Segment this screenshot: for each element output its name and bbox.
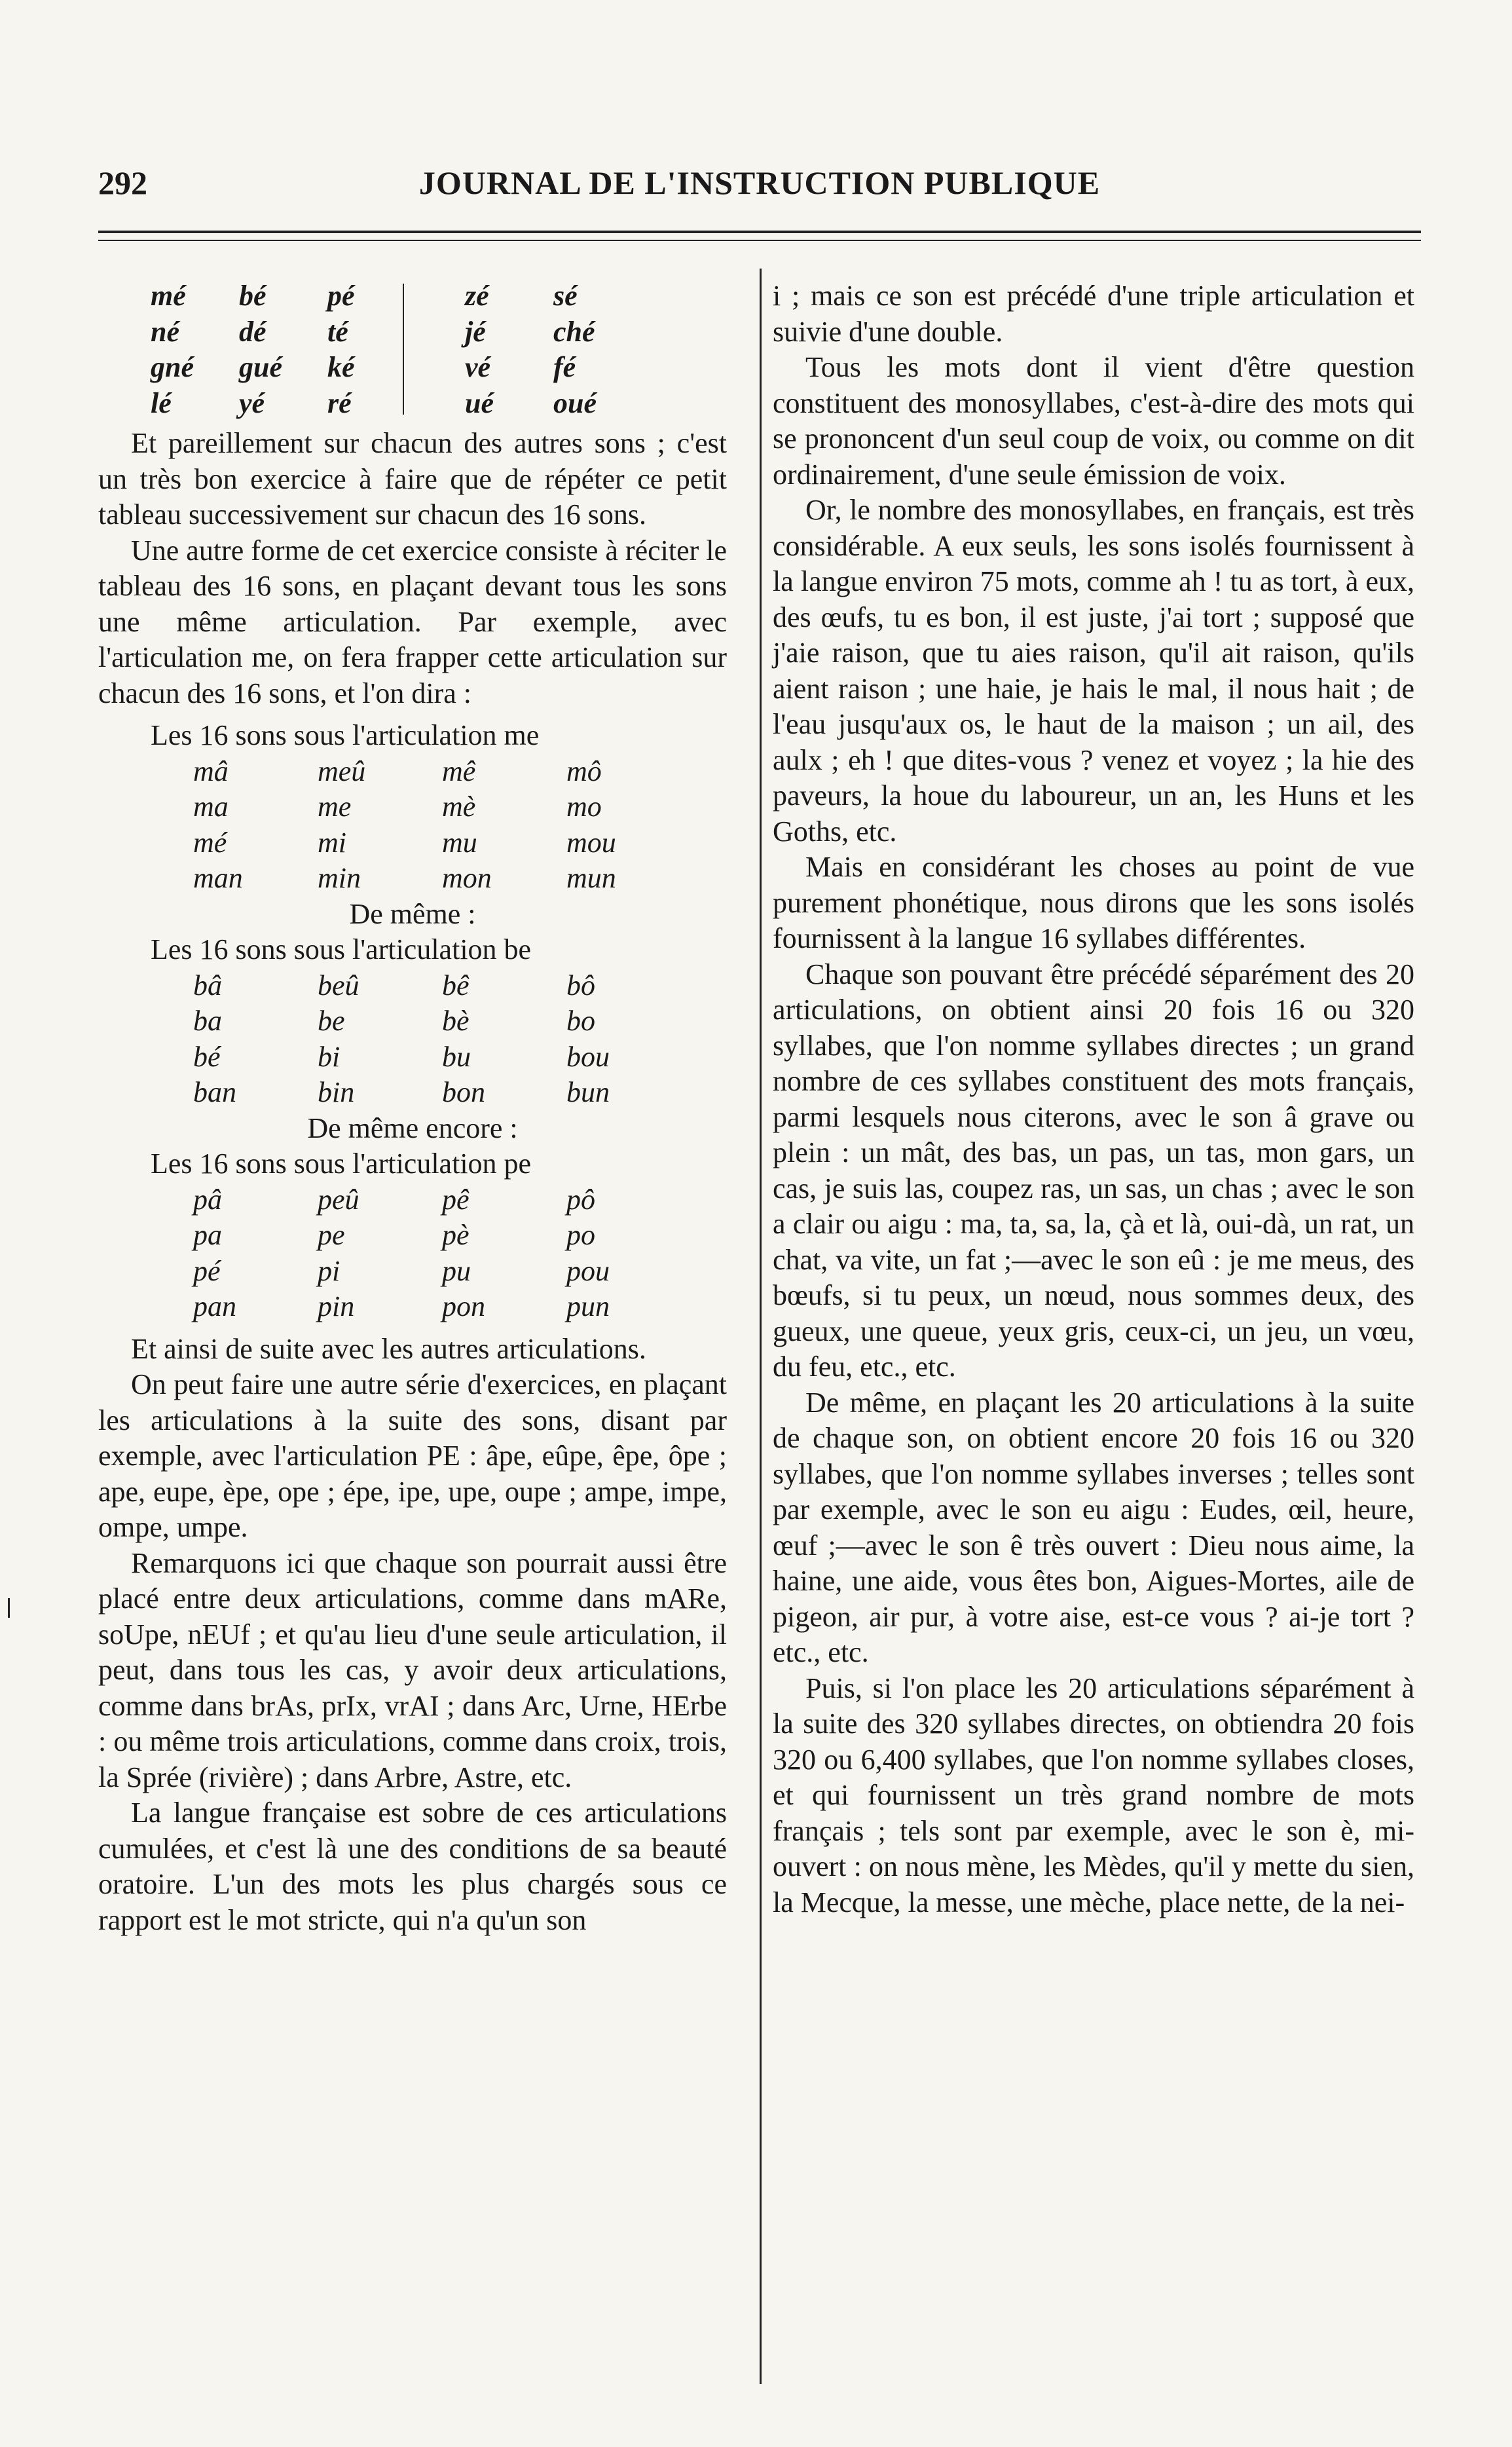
syllable: bè <box>442 1005 470 1037</box>
syllable: té <box>327 315 348 348</box>
syllable: pi <box>318 1254 341 1287</box>
syllable: pon <box>442 1290 485 1322</box>
paragraph: On peut faire une autre série d'exercices, en plaçant les articulations à la suite des sons, disant par exemple, avec l'articulation PE : âpe, eûpe, êpe, ôpe ; ape, eupe, èpe, ope ; épe, ipe, upe, oupe ; ampe, impe, ompe, umpe. <box>98 1368 727 1543</box>
paragraph: Une autre forme de cet exercice consiste à réciter le tableau des 16 sons, en plaçant devant tous les sons une même articulation. Par exemple, avec l'articulation me, on fera frapper cette articulation sur chacun des 16 sons, et l'on dira : <box>98 534 728 709</box>
table-divider <box>403 284 404 415</box>
syllable: pou <box>566 1254 610 1287</box>
table-row <box>98 1182 727 1218</box>
table-row <box>98 1254 727 1290</box>
syllable-table-top <box>98 278 727 426</box>
table-row <box>151 278 416 314</box>
syllable: mâ <box>193 755 229 787</box>
syllable: ban <box>193 1076 236 1108</box>
syllable: mun <box>566 862 616 894</box>
syllable: gué <box>239 351 282 383</box>
syllable: pun <box>566 1290 610 1322</box>
syllable: pan <box>193 1290 236 1322</box>
syllable: bé <box>193 1040 221 1073</box>
paragraph: Et ainsi de suite avec les autres articulations. <box>131 1332 646 1365</box>
syllable: bâ <box>193 969 222 1001</box>
syllable: bon <box>442 1076 485 1108</box>
right-column <box>773 278 1414 1920</box>
table-row <box>98 754 727 790</box>
syllable: peû <box>318 1183 360 1216</box>
syllable: bun <box>566 1076 610 1108</box>
syllable: ué <box>465 386 494 419</box>
syllable: né <box>151 315 179 348</box>
table-row <box>151 314 416 350</box>
syllable: oué <box>553 386 597 419</box>
table-row <box>465 386 642 422</box>
syllable: meû <box>318 755 366 787</box>
syllable: pé <box>193 1254 221 1287</box>
syllable: zé <box>465 280 489 312</box>
table-row <box>465 278 642 314</box>
journal-title: JOURNAL DE L'INSTRUCTION PUBLIQUE <box>418 164 1101 201</box>
syllable: vé <box>465 351 491 383</box>
table-caption: Les 16 sons sous l'articulation me <box>151 719 540 751</box>
syllable: gné <box>151 351 194 383</box>
table-row <box>151 350 416 386</box>
syllable: yé <box>239 386 265 419</box>
syllable: mi <box>318 826 346 859</box>
syllable: min <box>318 862 361 894</box>
syllable: ba <box>193 1005 222 1037</box>
margin-mark <box>8 1598 10 1618</box>
syllable: mé <box>151 280 186 312</box>
syllable: sé <box>553 280 578 312</box>
table-row <box>465 350 642 386</box>
syllable: man <box>193 862 243 894</box>
syllable: dé <box>239 315 267 348</box>
table-row <box>98 1075 727 1111</box>
syllable: lé <box>151 386 172 419</box>
syllable: me <box>318 791 352 823</box>
table-row <box>98 968 727 1004</box>
table-caption: De même encore : <box>307 1111 518 1144</box>
table-row <box>98 825 727 861</box>
syllable: mou <box>566 826 616 859</box>
syllable: jé <box>465 315 486 348</box>
table-row <box>98 1003 727 1039</box>
paragraph: De même, en plaçant les 20 articulations à la suite de chaque son, on obtient encore 20 fois 16 ou 320 syllabes, que l'on nomme syllabes inverses ; telles sont par exemple, avec le son eu aigu : Eudes, œil, heure, œuf ;—avec le son ê très ouvert : Dieu nous aime, la haine, une aide, vous êtes bon, Aigues-Mortes, aile de pigeon, air pur, à votre aise, est-ce vous ? ai-je tort ? etc., etc. <box>773 1386 1414 1668</box>
left-column <box>98 278 727 1938</box>
syllable: pin <box>318 1290 355 1322</box>
syllable: ré <box>327 386 352 419</box>
table-caption: De même : <box>349 897 476 930</box>
syllable: mé <box>193 826 227 859</box>
syllable-table-left <box>151 278 416 421</box>
paragraph: Tous les mots dont il vient d'être question constituent des monosyllabes, c'est-à-dire des mots qui se prononcent d'un seul coup de voix, ou comme on dit ordinairement, d'une seule émission de voix. <box>773 351 1414 491</box>
paragraph: Or, le nombre des monosyllabes, en français, est très considérable. A eux seuls, les sons isolés fournissent à la langue environ 75 mots, comme ah ! tu as tort, à eux, des œufs, tu es bon, il est juste, j'ai tort ; supposé que j'aie raison, que tu aies raison, qu'il ait raison, qu'ils aient raison ; une haie, je hais le mal, il nous hait ; de l'eau jusqu'aux os, le haut de la maison ; un ail, des aulx ; eh ! que dites-vous ? venez et voyez ; la hie des paveurs, la houe du laboureur, un an, les Huns et les Goths, etc. <box>773 494 1414 848</box>
syllable: bou <box>566 1040 610 1073</box>
column-divider <box>760 269 762 2384</box>
syllable-table-right <box>465 278 642 421</box>
table-caption: Les 16 sons sous l'articulation pe <box>151 1148 532 1180</box>
syllable: bô <box>566 969 595 1001</box>
paragraph: i ; mais ce son est précédé d'une triple articulation et suivie d'une double. <box>773 280 1414 348</box>
table-caption: Les 16 sons sous l'articulation be <box>151 933 532 965</box>
syllable: bo <box>566 1005 595 1037</box>
syllable: pè <box>442 1219 470 1251</box>
syllable: pu <box>442 1254 471 1287</box>
syllable: bin <box>318 1076 355 1108</box>
paragraph: Mais en considérant les choses au point de vue purement phonétique, nous dirons que les sons isolés fournissent à la langue 16 syllabes différentes. <box>773 851 1414 954</box>
syllable: bê <box>442 969 470 1001</box>
syllable: mu <box>442 826 477 859</box>
syllable: pô <box>566 1183 595 1216</box>
syllable-table-pe <box>98 1182 727 1325</box>
page-number: 292 <box>98 164 147 201</box>
paragraph: Chaque son pouvant être précédé séparément des 20 articulations, on obtient ainsi 20 fois 16 ou 320 syllabes, que l'on nomme syllabes directes ; un grand nombre de ces syllabes constituent des mots français, parmi lesquels nous citerons, avec le son â grave ou plein : un mât, des bas, un pas, un tas, mon gars, un cas, je suis las, coupez ras, un sas, un chas ; avec le son a clair ou aigu : ma, ta, sa, la, çà et là, oui-dà, un rat, un chat, va vite, un fat ;—avec le son eû : je me meus, des bœufs, si tu peux, un nœud, nous sommes deux, des gueux, une queue, yeux gris, ceux-ci, un jeu, un vœu, du feu, etc., etc. <box>773 958 1414 1383</box>
syllable: mê <box>442 755 476 787</box>
syllable: mè <box>442 791 476 823</box>
syllable: pâ <box>193 1183 222 1216</box>
syllable-table-be <box>98 968 727 1111</box>
syllable: po <box>566 1219 595 1251</box>
syllable: pe <box>318 1219 345 1251</box>
syllable: bi <box>318 1040 341 1073</box>
syllable: ma <box>193 791 229 823</box>
syllable: pê <box>442 1183 470 1216</box>
syllable: bu <box>442 1040 471 1073</box>
table-row <box>98 789 727 825</box>
header-rule <box>98 231 1421 233</box>
syllable: mô <box>566 755 602 787</box>
syllable: bé <box>239 280 267 312</box>
syllable: ché <box>553 315 595 348</box>
paragraph: Remarquons ici que chaque son pourrait aussi être placé entre deux articulations, comme dans mARe, soUpe, nEUf ; et qu'au lieu d'une seule articulation, il peut, dans tous les cas, y avoir deux articulations, comme dans brAs, prIx, vrAI ; dans Arc, Urne, HErbe : ou même trois articulations, comme dans croix, trois, la Sprée (rivière) ; dans Arbre, Astre, etc. <box>98 1546 727 1793</box>
table-row <box>465 314 642 350</box>
paragraph: La langue française est sobre de ces articulations cumulées, et c'est là une des conditions de sa beauté oratoire. L'un des mots les plus chargés sous ce rapport est le mot stricte, qui n'a qu'un son <box>98 1797 727 1936</box>
table-row <box>98 1039 727 1075</box>
syllable: pé <box>327 280 355 312</box>
header-rule-thin <box>98 240 1421 241</box>
syllable: be <box>318 1005 345 1037</box>
table-row <box>98 861 727 897</box>
syllable: ké <box>327 351 355 383</box>
syllable: pa <box>193 1219 222 1251</box>
paragraph: Puis, si l'on place les 20 articulations séparément à la suite des 320 syllabes directes, on obtiendra 20 fois 320 ou 6,400 syllabes, que l'on nomme syllabes closes, et qui fournissent un très grand nombre de mots français ; tels sont par exemple, avec le son è, mi-ouvert : on nous mène, les Mèdes, qu'il y mette du sien, la Mecque, la messe, une mèche, place nette, de la nei- <box>773 1672 1414 1918</box>
table-row <box>98 1218 727 1254</box>
table-row <box>98 1289 727 1325</box>
table-row <box>151 386 416 422</box>
syllable: fé <box>553 351 576 383</box>
paragraph: Et pareillement sur chacun des autres sons ; c'est un très bon exercice à faire que de répéter ce petit tableau successivement sur chacun des 16 sons. <box>98 427 727 531</box>
syllable: beû <box>318 969 360 1001</box>
syllable: mon <box>442 862 492 894</box>
syllable: mo <box>566 791 602 823</box>
syllable-table-me <box>98 754 727 897</box>
page-header <box>98 164 1421 216</box>
